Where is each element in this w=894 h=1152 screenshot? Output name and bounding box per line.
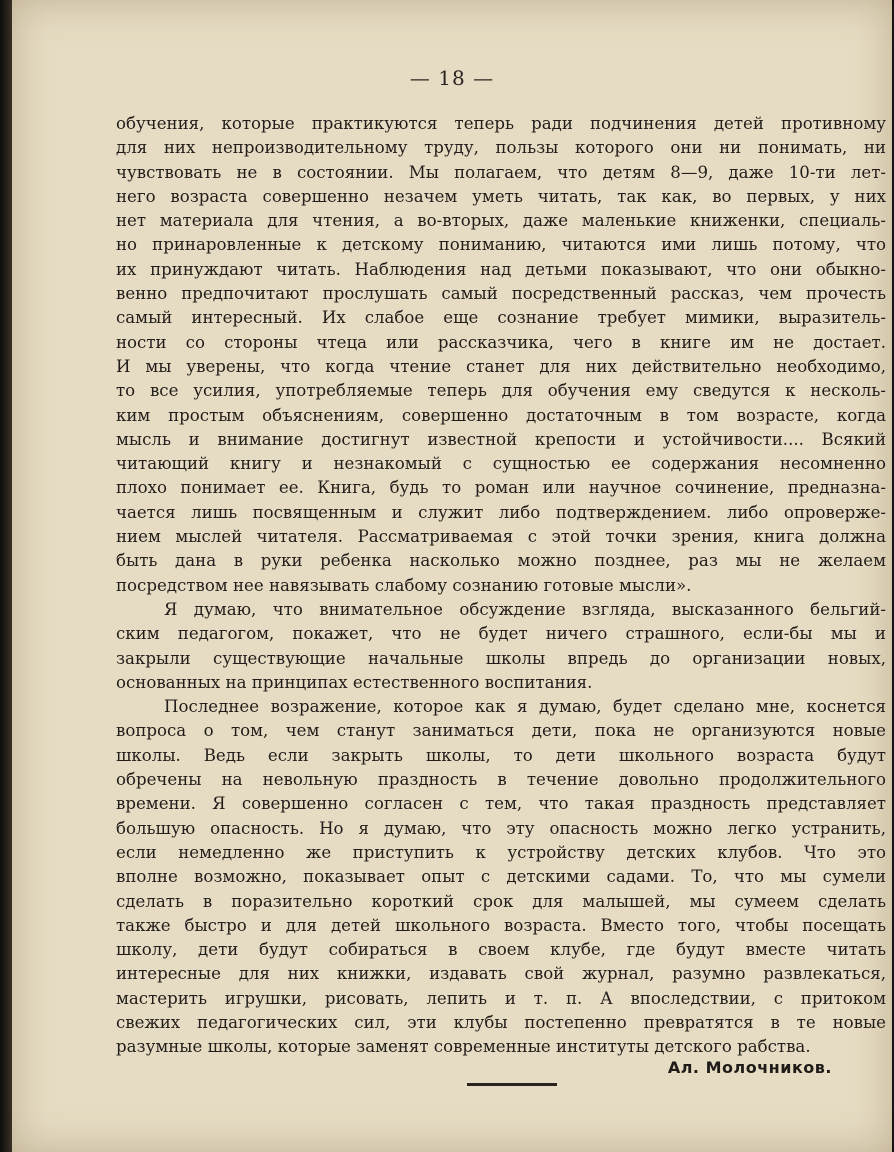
text-line: чается лишь посвященным и служит либо подтверждением. либо опроверже- [116,502,886,522]
text-line: читающий книгу и незнакомый с сущностью ее содержания несомненно [116,454,886,474]
text-line: мысль и внимание достигнут известной крепости и устойчивости.... Всякий [116,429,886,449]
text-line: ким простым объяснениям, совершенно достаточным в том возрасте, когда [116,405,886,425]
text-line: школы. Ведь если закрыть школы, то дети школьного возраста будут [116,745,886,765]
text-line: Я думаю, что внимательное обсуждение взгляда, высказанного бельгий- [164,599,886,619]
text-line: чувствовать не в состоянии. Мы полагаем, что детям 8—9, даже 10-ти лет- [116,162,886,182]
text-line: быть дана в руки ребенка насколько можно позднее, раз мы не желаем [116,551,886,571]
text-line: основанных на принципах естественного воспитания. [116,672,593,692]
text-line: посредством нее навязывать слабому сознанию готовые мысли». [116,575,692,595]
text-line: сделать в поразительно короткий срок для малышей, мы сумеем сделать [116,891,886,911]
text-line: времени. Я совершенно согласен с тем, что такая праздность представляет [116,794,886,814]
text-line: ности со стороны чтеца или рассказчика, чего в книге им не достает. [116,332,886,352]
text-line: нием мыслей читателя. Рассматриваемая с этой точки зрения, книга должна [116,527,886,547]
end-rule [467,1083,557,1086]
author-signature: Ал. Молочников. [667,1058,832,1077]
text-line: то все усилия, употребляемые теперь для обучения ему сведутся к несколь- [116,381,886,401]
text-line: большую опасность. Но я думаю, что эту опасность можно легко устранить, [116,818,886,838]
book-page [12,0,892,1152]
text-line: для них непроизводительному труду, пользы которого они ни понимать, ни [116,138,886,158]
page-binding-edge [0,0,12,1152]
text-line: мастерить игрушки, рисовать, лепить и т. п. А впоследствии, с притоком [116,988,886,1008]
text-line: обучения, которые практикуются теперь ради подчинения детей противному [116,114,886,133]
text-line: но принаровленные к детскому пониманию, читаются ими лишь потому, что [116,235,886,255]
text-line: интересные для них книжки, издавать свой журнал, разумно развлекаться, [116,964,886,984]
text-line: венно предпочитают прослушать самый посредственный рассказ, чем прочесть [116,284,886,304]
text-line: вполне возможно, показывает опыт с детскими садами. То, что мы сумели [116,867,886,887]
text-line: разумные школы, которые заменят современные институты детского рабства. [116,1037,811,1057]
text-line: плохо понимает ее. Книга, будь то роман или научное сочинение, предназна- [116,478,886,498]
text-line: ским педагогом, покажет, что не будет ничего страшного, если-бы мы и [116,624,886,644]
text-line: него возраста совершенно незачем уметь читать, так как, во первых, у них [116,186,886,206]
text-line: также быстро и для детей школьного возраста. Вместо того, чтобы посещать [116,915,886,935]
page-number: — 18 — [409,66,495,90]
text-line: Последнее возражение, которое как я думаю, будет сделано мне, коснется [164,697,886,717]
text-line: их принуждают читать. Наблюдения над детьми показывают, что они обыкно- [116,259,886,279]
text-line: И мы уверены, что когда чтение станет для них действительно необходимо, [116,356,886,376]
text-line: вопроса о том, чем станут заниматься дети, пока не организуются новые [116,721,886,741]
text-line: закрыли существующие начальные школы впредь до организации новых, [116,648,886,668]
text-line: если немедленно же приступить к устройству детских клубов. Что это [116,842,886,862]
body-text [116,112,886,1060]
text-line: обречены на невольную праздность в течение довольно продолжительного [116,770,886,790]
text-line: школу, дети будут собираться в своем клубе, где будут вместе читать [116,940,886,960]
text-line: самый интересный. Их слабое еще сознание требует мимики, выразитель- [116,308,886,328]
text-line: свежих педагогических сил, эти клубы постепенно превратятся в те новые [116,1012,886,1032]
text-line: нет материала для чтения, а во-вторых, даже маленькие книженки, специаль- [116,211,886,231]
